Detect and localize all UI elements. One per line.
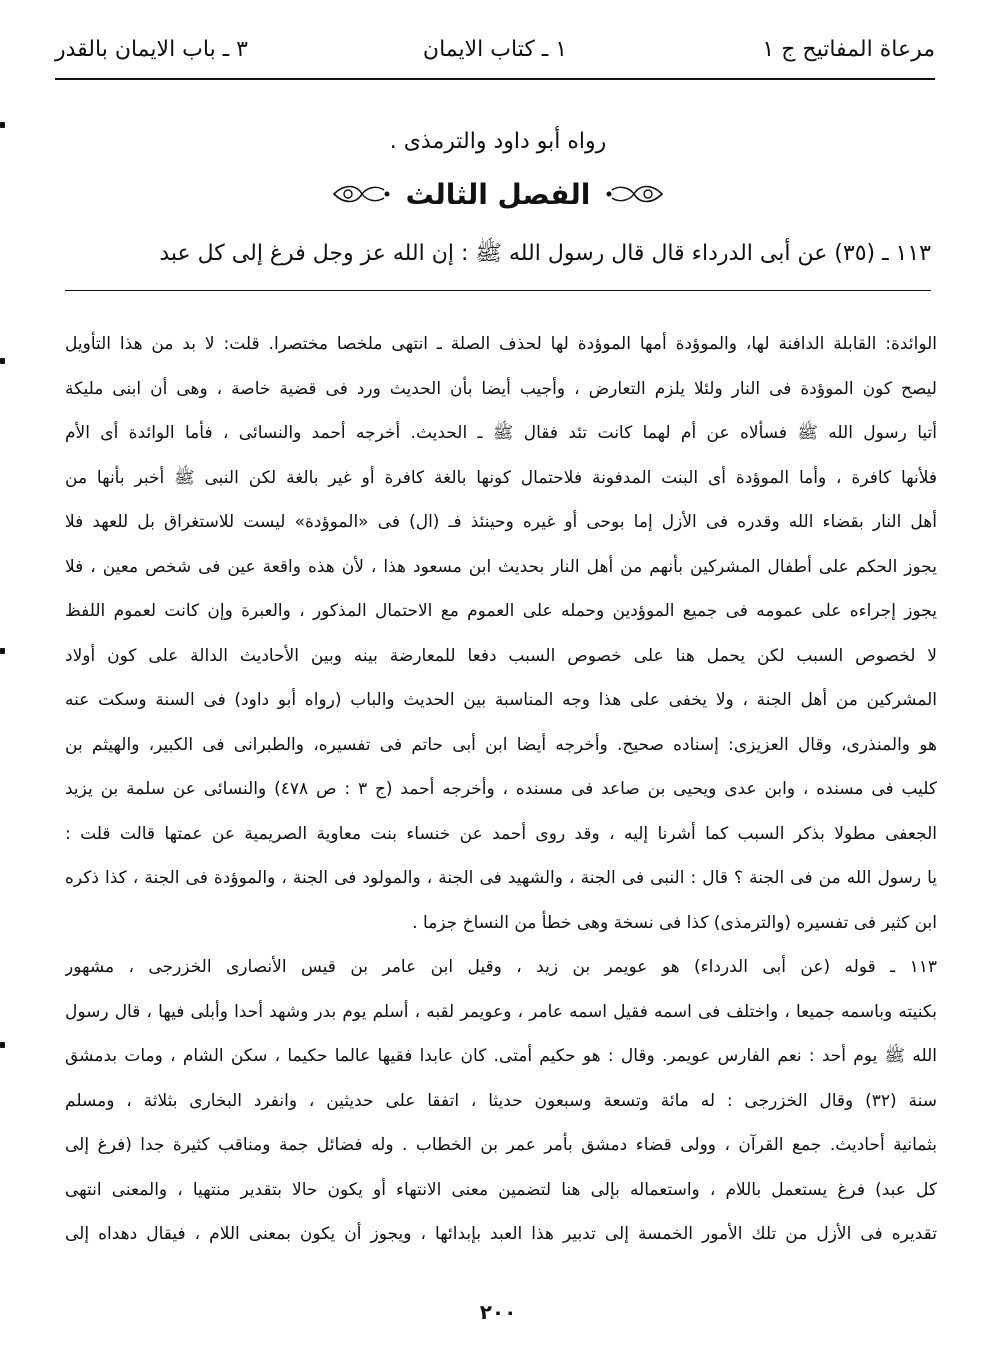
commentary-line: ابن كثير فى تفسيره (والترمذى) كذا فى نسخة وهى خطأ من النساخ جزما . <box>412 912 937 933</box>
commentary-line: الجعفى مطولا بذكر السبب كما أشرنا إليه ، وقد روى أحمد عن خنساء بنت معاوية الصريمية عن عمتها قالت قلت : <box>65 823 937 844</box>
commentary-line: بكنيته وباسمه جميعا ، واختلف فى اسمه فقيل اسمه عامر ، وعويمر لقبه ، أسلم يوم بدر وشهد أحدا وأبلى فيها ، قال رسول <box>65 1001 937 1022</box>
commentary-block <box>65 322 937 1257</box>
commentary-line: سنة (٣٢) وقال الخزرجى : له مائة وتسعة وسبعون حديثا ، اتفقا على حديثين ، وانفرد البخارى بثلاثة ، ومسلم <box>65 1090 937 1111</box>
running-header <box>55 30 935 70</box>
margin-mark <box>0 358 5 364</box>
commentary-line: فلأنها كافرة ، وأما الموؤدة أى البنت المدفونة فلاحتمال كونها بالغة كافرة أو غير بالغة لكن النبى ﷺ أخبر بأنها من <box>65 467 937 488</box>
attribution-line: رواه أبو داود والترمذى . <box>389 129 607 154</box>
text-separator-rule <box>65 290 931 291</box>
commentary-line: المشركين من أهل الجنة ، ولا يخفى على هذا وجه المناسبة بين الحديث والباب (رواه أبو داود) فى السنة وسكت عنه <box>65 690 937 710</box>
hadith-text: ١١٣ ـ (٣٥) عن أبى الدرداء قال قال رسول الله ﷺ : إن الله عز وجل فرغ إلى كل عبد <box>159 241 931 266</box>
header-bab: ٣ ـ باب الايمان بالقدر <box>55 37 248 62</box>
header-rule <box>55 78 935 80</box>
header-kitab: ١ ـ كتاب الايمان <box>422 37 568 62</box>
commentary-line: هو والمنذرى، وقال العزيزى: إسناده صحيح. وأخرجه أيضا ابن أبى حاتم فى تفسيره، والطبرانى فى الكبير، والهيثم بن <box>65 734 937 755</box>
commentary-line: يجوز إجراءه على عمومه فى جميع الموؤدين وحمله على العموم مع الاحتمال المذكور ، والعبرة وإن كانت لعموم اللفظ <box>65 601 937 621</box>
commentary-line: تقديره فى الأزل من تلك الأمور الخمسة إلى تدبير هذا العبد بإبدائها ، ويجوز أن يكون بمعنى اللام ، فيقال دهداه إلى <box>65 1224 937 1244</box>
commentary-line: يا رسول الله من فى الجنة ؟ قال : النبى فى الجنة ، والشهيد فى الجنة ، والمولود فى الجنة ، والموؤدة فى الجنة ، كذا ذكره <box>65 868 937 888</box>
header-book-title: مرعاة المفاتيح ج ١ <box>762 37 935 62</box>
page-number: ٢٠٠ <box>479 1300 517 1324</box>
margin-mark <box>0 648 5 654</box>
section-title: الفصل الثالث <box>405 177 591 211</box>
commentary-line: أتيا رسول الله ﷺ فسألاه عن أم لهما كانت تئد فقال ﷺ ـ الحديث. أخرجه أحمد والنسائى ، فأما الوائدة أى الأم <box>65 423 937 443</box>
commentary-line: بثمانية أحاديث. جمع القرآن ، وولى قضاء دمشق بأمر عمر بن الخطاب . وله فضائل جمة ومناقب كثيرة جدا (فرغ إلى <box>65 1135 937 1155</box>
left-ornament-icon <box>604 180 666 208</box>
section-title-block <box>0 170 996 218</box>
commentary-line: كليب فى مسنده ، وابن عدى ويحيى بن صاعد فى مسنده ، وأخرجه أحمد (ج ٣ : ص ٤٧٨) والنسائى عن سلمة بن يزيد <box>65 779 937 799</box>
commentary-line: الوائدة: القابلة الدافنة لها، والموؤدة أمها الموؤدة لها لحذف الصلة ـ انتهى ملخصا مختصرا. قلت: لا بد من هذا التأويل <box>65 334 937 354</box>
margin-mark <box>0 122 5 128</box>
margin-mark <box>0 1042 5 1048</box>
commentary-line: لا لخصوص السبب لكن يحمل هنا على خصوص السبب دفعا للمعارضة بينه وبين الأحاديث الدالة على كون أولاد <box>65 645 937 666</box>
commentary-line: يجوز الحكم على أطفال المشركين بأنهم من أهل النار بحديث ابن مسعود هذا ، لأن هذه واقعة عين فى شخص معين ، فلا <box>65 556 937 577</box>
commentary-line: أهل النار بقضاء الله وقدره فى الأزل إما بوحى أو غيره وحينئذ فـ (ال) فى «الموؤدة» ليست للاستغراق بل للعهد فلا <box>65 512 937 532</box>
commentary-line: ليصح كون الموؤدة فى النار ولئلا يلزم التعارض ، وأجيب أيضا بأن الحديث ورد فى قضية خاصة ، وهى أن ابنى مليكة <box>65 378 937 399</box>
commentary-line: ١١٣ ـ قوله (عن أبى الدرداء) هو عويمر بن زيد ، وقيل ابن عامر بن قيس الأنصارى الخزرجى ، مشهور <box>65 957 937 977</box>
commentary-line: كل عبد) فرغ يستعمل باللام ، واستعماله بإلى هنا لتضمين معنى الانتهاء أو يكون حالا بتقدير منتهيا ، والمعنى انتهى <box>65 1179 937 1200</box>
commentary-line: الله ﷺ يوم أحد : نعم الفارس عويمر. وقال : هو حكيم أمتى. كان عابدا فقيها عالما حكيما ، سكن الشام ، ومات بدمشق <box>65 1046 937 1066</box>
right-ornament-icon <box>330 180 392 208</box>
